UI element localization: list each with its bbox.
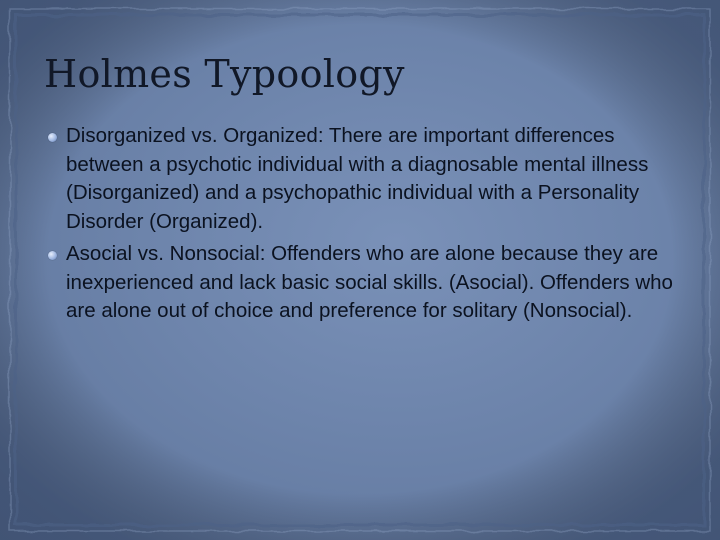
bullet-text: Disorganized vs. Organized: There are important differences between a psychotic individual with a diagnosable mental illness (Disorganized) and a psychopathic individual with a Personality Disorder (Organized). xyxy=(66,124,649,233)
bullet-icon xyxy=(48,251,57,260)
bullet-text: Asocial vs. Nonsocial: Offenders who are alone because they are inexperienced and lack basic social skills. (Asocial). Offenders who are alone out of choice and preference for solitary (Nonsocial). xyxy=(66,242,673,322)
slide-title: Holmes Typoology xyxy=(44,52,405,96)
bullet-item-asocial-nonsocial xyxy=(46,240,676,326)
bullet-icon xyxy=(48,133,57,142)
bullet-list xyxy=(46,122,676,330)
bullet-item-disorganized-organized xyxy=(46,122,676,236)
